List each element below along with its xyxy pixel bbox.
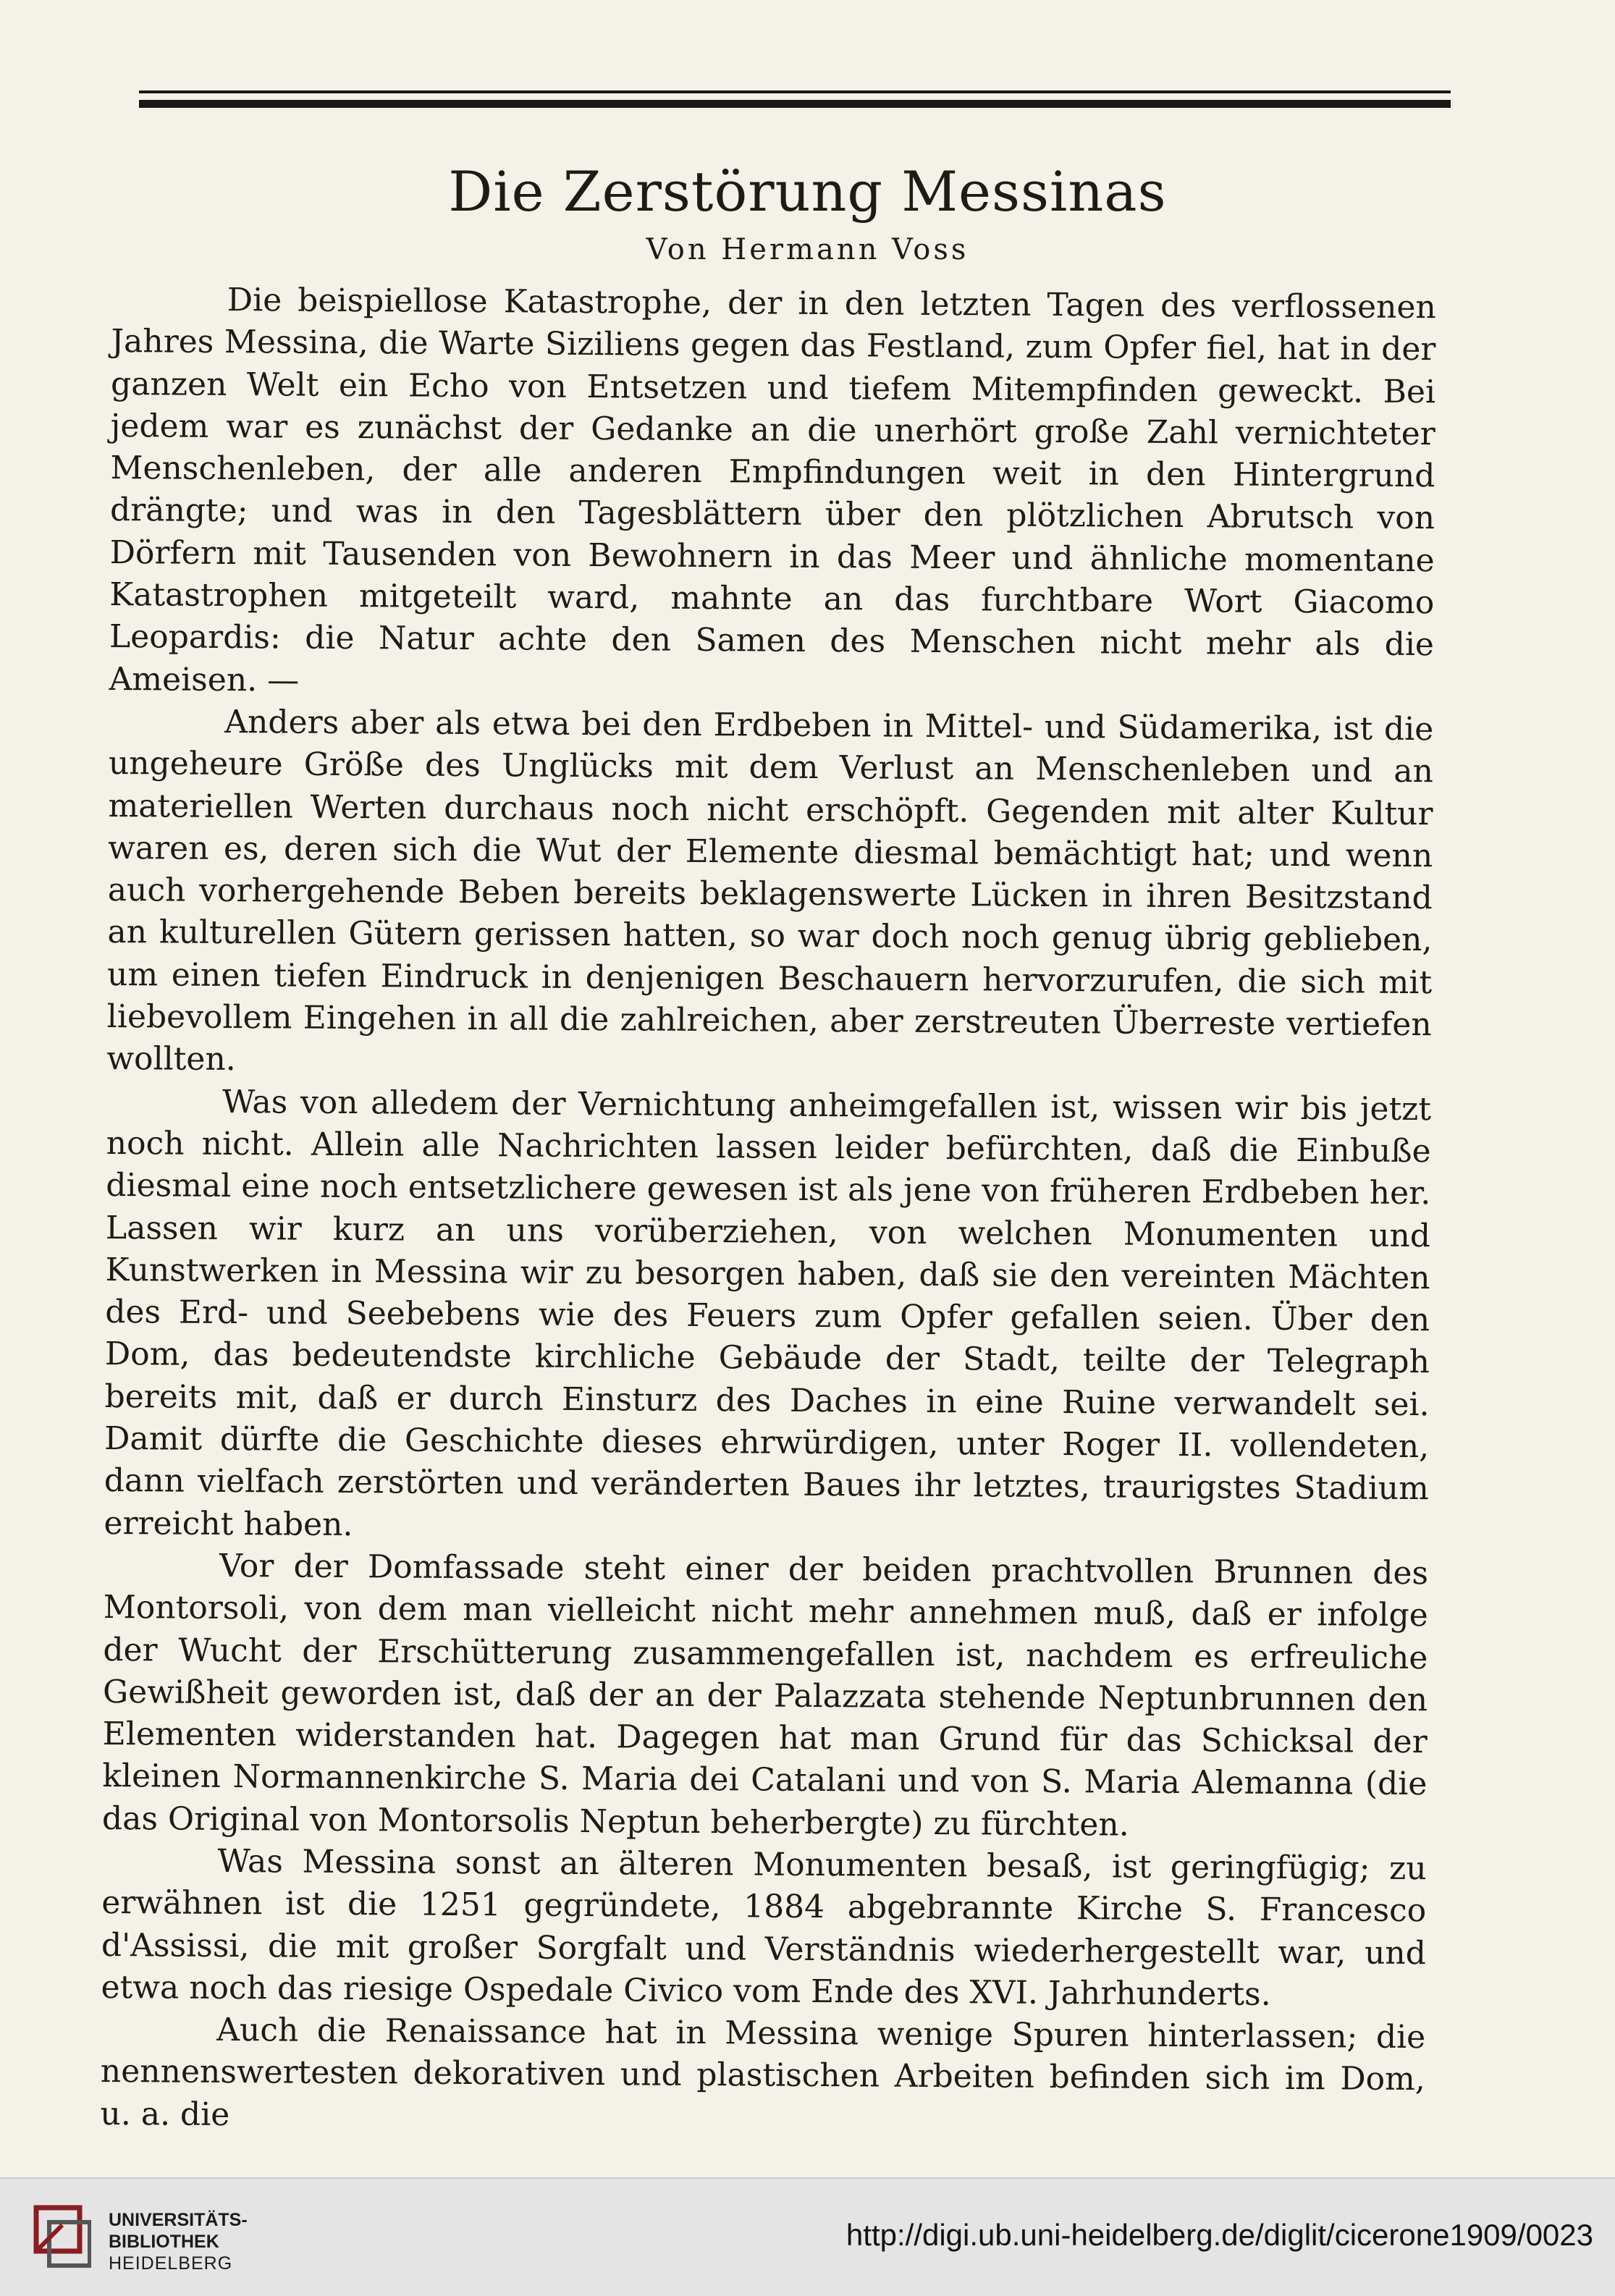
library-name — [109, 2209, 248, 2274]
library-name-line-3: HEIDELBERG — [109, 2253, 233, 2274]
paragraph-4: Vor der Domfassade steht einer der beiden prachtvollen Brunnen des Montorsoli, von dem man vielleicht nicht mehr annehmen muß, daß er infolge der Wucht der Erschütterung zusammengefallen ist, nachdem es erfreuliche Gewißheit geworden ist, daß der an der Palazzata stehende Neptunbrunnen den Elementen widerstanden hat. Dagegen hat man Grund für das Schicksal der kleinen Normannenkirche S. Maria dei Catalani und von S. Maria Alemanna (die das Original von Montorsolis Neptun beherbergte) zu fürchten. — [101, 1547, 1429, 1844]
paragraph-2: Anders aber als etwa bei den Erdbeben in Mittel- und Südamerika, ist die ungeheure Größe des Unglücks mit dem Verlust an Menschenleben und an materiellen Werten durchaus noch nicht erschöpft. Gegenden mit alter Kultur waren es, deren sich die Wut der Elemente diesmal bemächtigt hat; und wenn auch vorhergehende Beben bereits beklagenswerte Lücken in ihren Besitzstand an kulturellen Gütern gerissen hatten, so war doch noch genug übrig geblieben, um einen tiefen Eindruck in denjenigen Beschauern hervorzurufen, die sich mit liebevollem Eingehen in all die zahlreichen, aber zerstreuten Überreste vertiefen wollten. — [106, 703, 1434, 1079]
digitization-footer — [0, 2177, 1615, 2296]
header-rule-thin — [139, 90, 1451, 93]
paragraph-3: Was von alledem der Vernichtung anheimgefallen ist, wissen wir bis jetzt noch nicht. Allein alle Nachrichten lassen leider befürchten, daß die Einbuße diesmal eine noch entsetzlichere gewesen ist als jene von früheren Erdbeben her. Lassen wir kurz an uns vorüberziehen, von welchen Monumenten und Kunstwerken in Messina wir zu besorgen haben, daß sie den vereinten Mächten des Erd- und Seebebens wie des Feuers zum Opfer gefallen seien. Über den Dom, das bedeutendste kirchliche Gebäude der Stadt, teilte der Telegraph bereits mit, daß er durch Einsturz des Daches in eine Ruine verwandelt sei. Damit dürfte die Geschichte dieses ehrwürdigen, unter Roger II. vollendeten, dann vielfach zerstörten und veränderten Baues ihr letztes, traurigstes Stadium erreicht haben. — [104, 1083, 1432, 1543]
article-body — [100, 279, 1436, 2143]
header-rule-thick — [139, 100, 1451, 108]
paragraph-5: Was Messina sonst an älteren Monumenten besaß, ist geringfügig; zu erwähnen ist die 1251 gegründete, 1884 abgebrannte Kirche S. Francesco d'Assissi, die mit großer Sorgfalt und Verständnis wiederhergestellt war, und etwa noch das riesige Ospedale Civico vom Ende des XVI. Jahrhunderts. — [101, 1842, 1427, 2013]
library-name-line-2: BIBLIOTHEK — [109, 2232, 219, 2252]
article-title: Die Zerstörung Messinas — [448, 159, 1167, 224]
library-name-line-1: UNIVERSITÄTS- — [109, 2210, 248, 2230]
paragraph-1: Die beispiellose Katastrophe, der in den letzten Tagen des verflossenen Jahres Messina, die Warte Siziliens gegen das Festland, zum Opfer fiel, hat in der ganzen Welt ein Echo von Entsetzen und tiefem Mitempfinden geweckt. Bei jedem war es zunächst der Gedanke an die unerhört große Zahl vernichteter Menschenleben, der alle anderen Empfindungen weit in den Hintergrund drängte; und was in den Tagesblättern über den plötzlichen Abrutsch von Dörfern mit Tausenden von Bewohnern in das Meer und ähnliche momentane Katastrophen mitgeteilt ward, mahnte an das furchtbare Wort Giacomo Leopardis: die Natur achte den Samen des Menschen nicht mehr als die Ameisen. — — [109, 281, 1436, 699]
permalink-url[interactable]: http://digi.ub.uni-heidelberg.de/diglit/cicerone1909/0023 — [846, 2218, 1593, 2252]
university-library-logo-icon — [33, 2205, 91, 2268]
article-byline: Von Hermann Voss — [646, 233, 969, 266]
paragraph-6: Auch die Renaissance hat in Messina wenige Spuren hinterlassen; die nennenswertesten dekorativen und plastischen Arbeiten befinden sich im Dom, u. a. die — [100, 2012, 1426, 2133]
